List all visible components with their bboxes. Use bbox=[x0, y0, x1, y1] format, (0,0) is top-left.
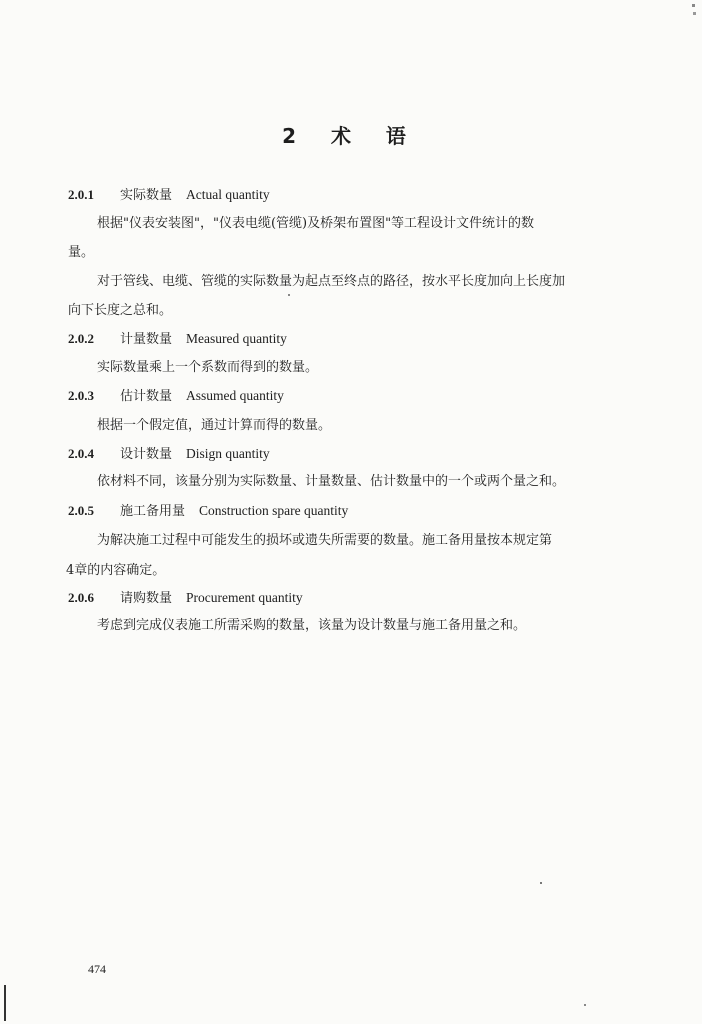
term-heading-2-0-3 bbox=[68, 385, 284, 404]
scan-dot bbox=[540, 882, 542, 884]
term-body-line: 实际数量乘上一个系数而得到的数量。 bbox=[97, 360, 319, 375]
term-chinese: 设计数量 bbox=[120, 447, 173, 462]
term-body-line: 为解决施工过程中可能发生的损坏或遗失所需要的数量。施工备用量按本规定第 bbox=[97, 533, 553, 548]
term-chinese: 请购数量 bbox=[120, 591, 173, 606]
term-body-line: 4章的内容确定。 bbox=[66, 563, 166, 578]
term-number: 2.0.2 bbox=[68, 331, 94, 346]
term-number: 2.0.1 bbox=[68, 187, 94, 202]
term-heading-2-0-2 bbox=[68, 328, 287, 347]
term-english: Measured quantity bbox=[186, 331, 287, 346]
scan-dot bbox=[692, 4, 695, 7]
term-body-line: 量。 bbox=[68, 245, 95, 260]
scan-dot bbox=[288, 294, 290, 296]
term-body-line: 对于管线、电缆、管缆的实际数量为起点至终点的路径，按水平长度加向上长度加 bbox=[97, 274, 566, 289]
term-english: Assumed quantity bbox=[186, 388, 284, 403]
term-number: 2.0.6 bbox=[68, 590, 94, 605]
term-chinese: 计量数量 bbox=[120, 332, 173, 347]
scan-dot bbox=[584, 1004, 586, 1006]
term-number: 2.0.4 bbox=[68, 446, 94, 461]
scan-dot bbox=[693, 12, 696, 15]
term-english: Procurement quantity bbox=[186, 590, 303, 605]
term-chinese: 实际数量 bbox=[120, 188, 173, 203]
page-title: 2 术 语 bbox=[282, 124, 420, 148]
scan-edge-mark bbox=[4, 985, 6, 1021]
term-heading-2-0-1 bbox=[68, 184, 270, 203]
term-heading-2-0-6 bbox=[68, 587, 303, 606]
term-heading-2-0-4 bbox=[68, 443, 270, 462]
term-english: Disign quantity bbox=[186, 446, 270, 461]
term-body-line: 考虑到完成仪表施工所需采购的数量，该量为设计数量与施工备用量之和。 bbox=[97, 618, 527, 633]
term-chinese: 施工备用量 bbox=[120, 504, 186, 519]
term-body-line: 向下长度之总和。 bbox=[68, 303, 173, 318]
term-body-line: 根据一个假定值，通过计算而得的数量。 bbox=[97, 418, 332, 433]
term-chinese: 估计数量 bbox=[120, 389, 173, 404]
term-english: Construction spare quantity bbox=[199, 503, 349, 518]
term-body-line: 根据"仪表安装图"，"仪表电缆(管缆)及桥架布置图"等工程设计文件统计的数 bbox=[97, 216, 535, 231]
term-english: Actual quantity bbox=[186, 187, 270, 202]
page-number: 474 bbox=[88, 962, 106, 976]
term-number: 2.0.5 bbox=[68, 503, 94, 518]
term-body-line: 依材料不同，该量分别为实际数量、计量数量、估计数量中的一个或两个量之和。 bbox=[97, 474, 566, 489]
term-heading-2-0-5 bbox=[68, 500, 348, 519]
term-number: 2.0.3 bbox=[68, 388, 94, 403]
